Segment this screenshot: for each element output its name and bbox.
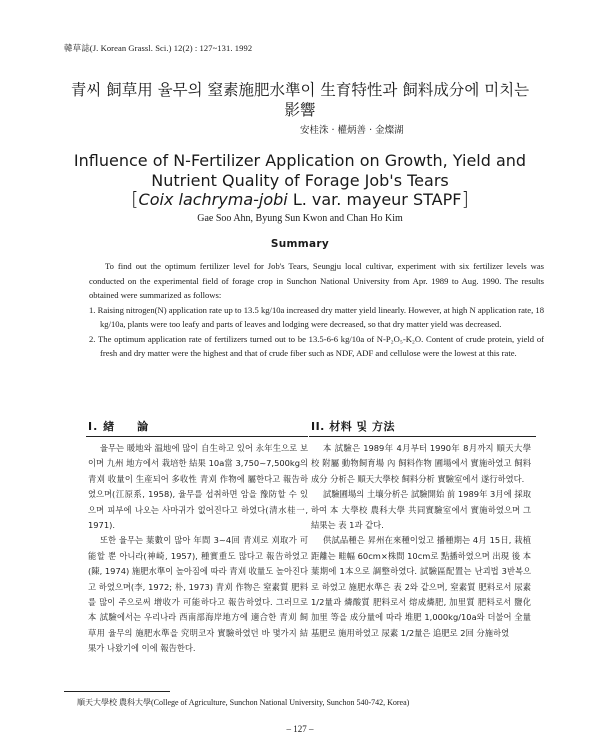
summary-intro: To find out the optimum fertilizer level for Job's Tears, Seungju local cultivar, experiment with six fertilizer levels was conducted on the experimental field of forage crop in Sunchon National University from Apr. 1989 to Aug. 1990. The results obtained were summarized as follows:: [89, 261, 544, 300]
korean-authors: 安桂洙 · 權炳善 · 金燦湖: [300, 125, 404, 136]
bracket-close: ]: [461, 188, 469, 210]
english-title-line3: [60, 190, 540, 210]
english-title-line1: Influence of N-Fertilizer Application on Growth, Yield and: [73, 151, 527, 170]
section-introduction-rule: [86, 436, 308, 437]
journal-reference: 韓草誌(J. Korean Grassl. Sci.) 12(2) : 127~131. 1992: [64, 43, 253, 53]
methods-column: [311, 441, 531, 641]
bracket-open: [: [131, 188, 139, 210]
introduction-paragraph-2: 또한 율무는 葉數이 많아 年間 3~4回 青刈로 刈取가 可能할 뿐 아니라(神崎, 1957), 種實重도 많다고 報告하였고(陳, 1974) 施肥水準이 높아짐에 따라 青刈 收量도 높아진다고 하였으며(李, 1972; 朴, 1973) 青刈 作物은 窒素質 肥料를 많이 주으로써 增收가 可能하다고 報告하였다. 그러므로 本 試驗에서는 우리나라 西南部海岸地方에 適合한 青刈 飼草用 율무의 施肥水準을 究明코자 實驗하였던 바 몇가지 結果가 나왔기에 이에 報告한다.: [88, 535, 308, 654]
summary-heading: Summary: [270, 238, 330, 250]
section-introduction-word: 論: [137, 420, 150, 433]
page-number: – 127 –: [286, 724, 314, 734]
summary-item-2: 2. The optimum application rate of fertilizers turned out to be 13.5-6-6 kg/10a of N-P₂O₅-K₂O. Content of crude protein, yield of fresh and dry matter were the highest and that of crude fiber such as NDF, ADF and cellulose were the lowest at this rate.: [89, 333, 544, 358]
section-methods-title: II. 材料 및 方法: [311, 420, 395, 433]
author-affiliation: 順天大學校 農科大學(College of Agriculture, Sunchon National University, Sunchon 540-742, Korea): [77, 698, 410, 707]
section-introduction-numeral: I. 緖: [88, 420, 116, 433]
summary-item-1: 1. Raising nitrogen(N) application rate up to 13.5 kg/10a increased dry matter yield linearly. However, at high N application rate, 18 kg/10a, plants were too leafy and parts of leaves and lodging were decreased, so that dry matter yield was decreased.: [89, 304, 544, 329]
variety-name: L. var. mayeur STAPF: [287, 190, 462, 209]
korean-title-line2: 影響: [284, 101, 316, 119]
methods-paragraph-2: 試驗圃場의 土壤分析은 試驗開始 前 1989年 3月에 採取하여 本 大學校 農科大學 共同實驗室에서 實施하였으며 그 結果는 表 1과 같다.: [311, 489, 531, 531]
korean-title-line1: 青씨 飼草用 율무의 窒素施肥水準이 生育特性과 飼料成分에 미치는: [70, 81, 530, 99]
species-name: Coix lachryma-jobi: [138, 190, 288, 209]
methods-paragraph-3: 供試品種은 昇州在來種이었고 播種期는 4月 15日, 栽植距離는 畦幅 60cm×株間 10cm로 點播하였으며 出現 後 本葉期에 1本으로 調整하였다. 試驗區配置는 난괴법 3반복으로 하였고 施肥水準은 表 2와 같으며, 窒素質 肥料로서 尿素 1/2量과 燐酸質 肥料로서 熔成燐肥, 加里質 肥料로서 鹽化加里 等을 成分量에 따라 堆肥 1,000kg/10a와 더불어 全量 基肥로 施用하였고 尿素 1/2量은 追肥로 2回 分施하였: [311, 535, 531, 638]
english-title-line2: Nutrient Quality of Forage Job's Tears: [151, 170, 449, 190]
english-title: [60, 151, 540, 210]
summary-text: [89, 259, 544, 361]
introduction-paragraph-1: 율무는 暖地와 温地에 많이 自生하고 있어 永年生으로 보이며 九州 地方에서 栽培한 結果 10a當 3,750~7,500kg의 青刈 收量이 生産되어 多收性 青刈 作物에 屬한다고 報告하였으며(江原系, 1958), 율무를 섭취하면 암을 豫防할 수 있으며 피부에 나오는 사마귀가 없어진다고 하였다(清水桂一, 1971).: [88, 443, 308, 531]
section-methods-rule: [309, 436, 536, 437]
footnote-rule: [64, 691, 170, 692]
introduction-column: [88, 441, 308, 657]
korean-title: [60, 80, 540, 120]
english-authors: Gae Soo Ahn, Byung Sun Kwon and Chan Ho Kim: [197, 213, 403, 224]
section-introduction-title: [88, 418, 149, 434]
methods-paragraph-1: 本 試驗은 1989年 4月부터 1990年 8月까지 順天大學校 附屬 動物飼育場 內 飼料作物 圃場에서 實施하였고 飼料成分 分析은 順天大學校 飼料分析 實驗室에서 遂行하였다.: [311, 443, 531, 484]
